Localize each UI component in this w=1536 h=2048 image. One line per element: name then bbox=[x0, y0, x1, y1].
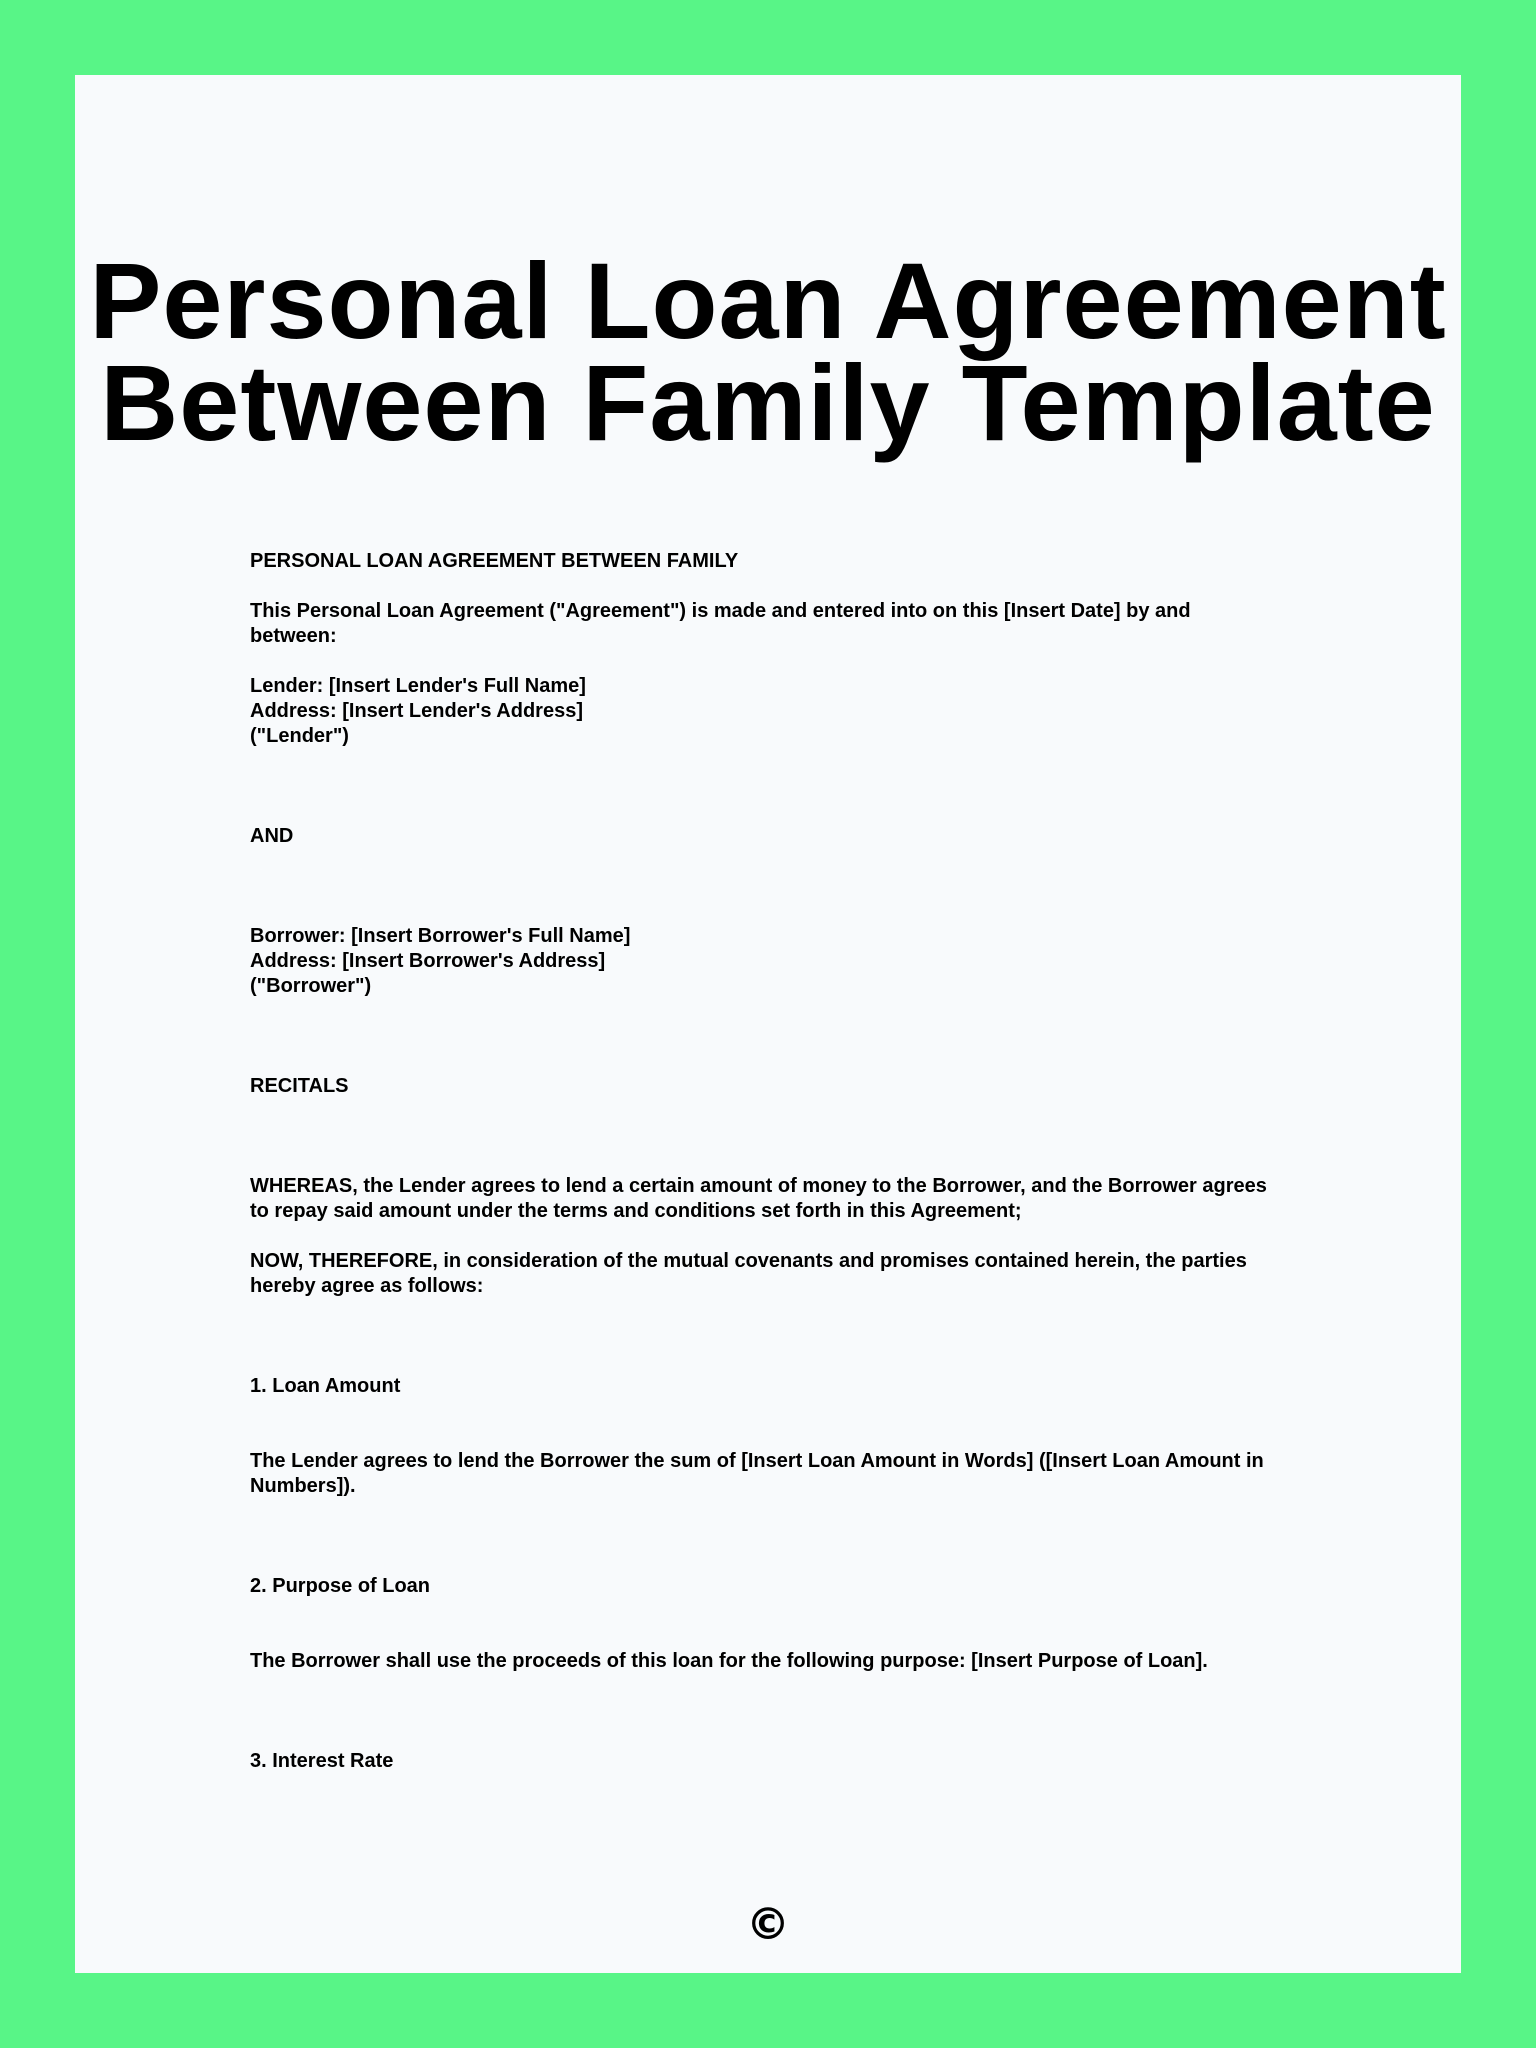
lender-role: ("Lender") bbox=[250, 725, 349, 747]
document-sheet bbox=[75, 75, 1461, 1973]
lender-address: Address: [Insert Lender's Address] bbox=[250, 700, 583, 722]
intro-line-2: between: bbox=[250, 625, 337, 647]
section-2-heading: 2. Purpose of Loan bbox=[250, 1575, 431, 1597]
whereas-line-2: to repay said amount under the terms and conditions set forth in this Agreement; bbox=[250, 1200, 1022, 1222]
borrower-block bbox=[250, 924, 1310, 999]
section-1-heading: 1. Loan Amount bbox=[250, 1375, 401, 1397]
whereas-line-1: WHEREAS, the Lender agrees to lend a certain amount of money to the Borrower, and the Borrower agrees bbox=[250, 1175, 1267, 1197]
recitals-heading: RECITALS bbox=[250, 1075, 349, 1097]
intro-paragraph bbox=[250, 599, 1310, 649]
page-title-line-2: Between Family Template bbox=[100, 342, 1436, 463]
copyright-icon: © bbox=[746, 1899, 790, 1950]
section-2-paragraph: The Borrower shall use the proceeds of this loan for the following purpose: [Insert Purpose of Loan]. bbox=[250, 1650, 1208, 1672]
lender-block bbox=[250, 674, 1310, 749]
section-3-heading: 3. Interest Rate bbox=[250, 1750, 394, 1772]
now-therefore-line-1: NOW, THEREFORE, in consideration of the mutual covenants and promises contained herein, the parties bbox=[250, 1250, 1247, 1272]
now-therefore-line-2: hereby agree as follows: bbox=[250, 1275, 484, 1297]
borrower-name: Borrower: [Insert Borrower's Full Name] bbox=[250, 925, 631, 947]
section-1-paragraph bbox=[250, 1449, 1310, 1499]
intro-line-1: This Personal Loan Agreement ("Agreement") is made and entered into on this [Insert Date] by and bbox=[250, 600, 1191, 622]
section-1-line-1: The Lender agrees to lend the Borrower the sum of [Insert Loan Amount in Words] ([Insert Loan Amount in bbox=[250, 1450, 1264, 1472]
borrower-role: ("Borrower") bbox=[250, 975, 372, 997]
page-title bbox=[75, 240, 1461, 463]
lender-name: Lender: [Insert Lender's Full Name] bbox=[250, 675, 586, 697]
section-1-line-2: Numbers]). bbox=[250, 1475, 356, 1497]
now-therefore-paragraph bbox=[250, 1249, 1310, 1299]
borrower-address: Address: [Insert Borrower's Address] bbox=[250, 950, 606, 972]
page-title-line-1: Personal Loan Agreement bbox=[89, 240, 1447, 361]
document-heading: PERSONAL LOAN AGREEMENT BETWEEN FAMILY bbox=[250, 550, 739, 572]
and-separator: AND bbox=[250, 825, 294, 847]
whereas-paragraph bbox=[250, 1174, 1310, 1224]
